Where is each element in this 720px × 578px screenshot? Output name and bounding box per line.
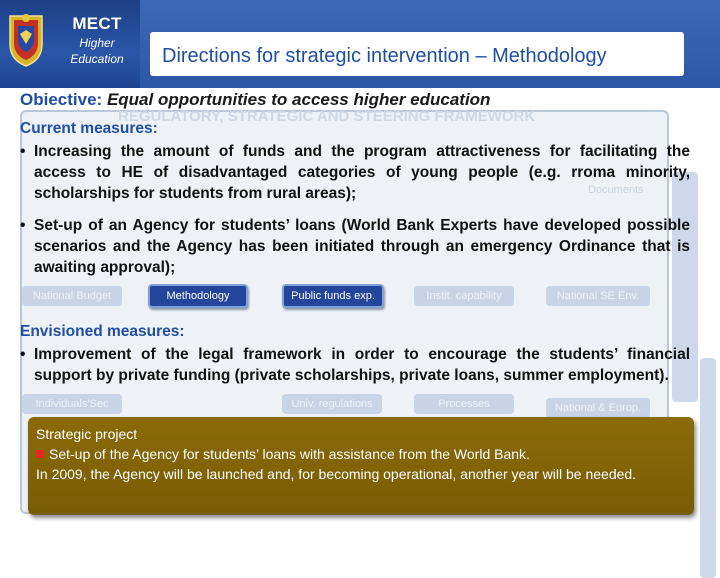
callout-item (36, 444, 676, 464)
objective-line (20, 90, 490, 110)
org-subtitle-1: Higher (79, 36, 115, 50)
red-square-bullet-icon (36, 450, 44, 458)
org-title: MECT (72, 14, 122, 33)
diagram-box-instit-capability: Instit. capability (414, 286, 514, 306)
diagram-box-processes: Processes (414, 394, 514, 414)
bullet-text: Increasing the amount of funds and the program attractiveness for facilitating the access to HE of disadvantaged categories of young people (e.g. rroma minority, scholarships for students from rural areas); (34, 143, 690, 202)
callout-body (36, 424, 676, 484)
diagram-box-national-budget: National Budget (22, 286, 122, 306)
objective-value: Equal opportunities to access higher education (106, 90, 491, 109)
slide-title: Directions for strategic intervention – Methodology (162, 45, 607, 67)
callout-note: In 2009, the Agency will be launched and, for becoming operational, another year will be needed. (36, 466, 637, 482)
diagram-box-public-funds: Public funds exp. (282, 284, 384, 308)
diagram-box-methodology: Methodology (148, 284, 248, 308)
diagram-box-national-europ: National & Europ. (546, 398, 650, 418)
current-measures-heading: Current measures: (20, 120, 158, 137)
callout-title: Strategic project (36, 426, 138, 442)
bullet-dot: • (20, 143, 26, 160)
bullet-text: Set-up of an Agency for students’ loans (World Bank Experts have developed possible scenarios and the Agency has been initiated through an emergency Ordinance that is awaiting approval); (34, 217, 690, 276)
org-subtitle-2: Education (70, 52, 124, 66)
diagram-box-univ-regulations: Univ. regulations (282, 394, 382, 414)
diagram-box-national-se-env: National SE Env. (546, 286, 650, 306)
envisioned-measure-bullet (20, 344, 690, 386)
current-measure-bullet (20, 215, 690, 278)
bullet-text: Improvement of the legal framework in order to encourage the students’ financial support by private funding (private scholarships, private loans, summer employment). (34, 346, 690, 384)
diagram-box-individuals: Individuals'Sec (22, 394, 122, 414)
callout-item-text: Set-up of the Agency for students’ loans with assistance from the World Bank. (49, 446, 530, 462)
bullet-dot: • (20, 217, 26, 234)
bullet-dot: • (20, 346, 26, 363)
objective-label: Obiective: (20, 90, 103, 109)
diagram-frame-title: REGULATORY, STRATEGIC AND STEERING FRAMEWORK (118, 108, 536, 125)
diagram-label-documents: Documents (588, 184, 644, 196)
current-measure-bullet (20, 141, 690, 204)
envisioned-measures-heading: Envisioned measures: (20, 323, 185, 340)
strategic-project-callout (28, 417, 694, 515)
